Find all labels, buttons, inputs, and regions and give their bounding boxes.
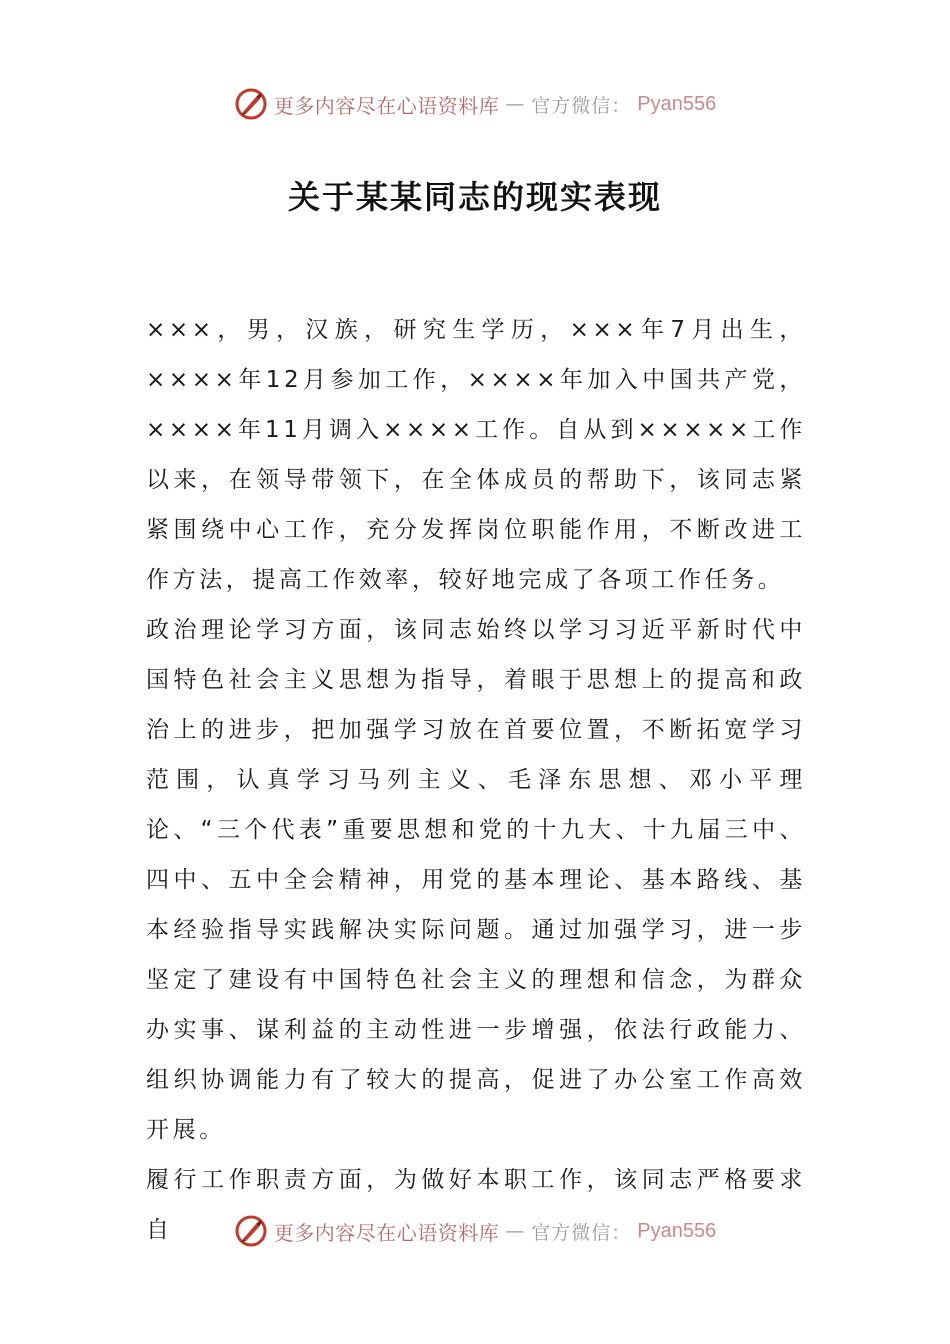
document-title: 关于某某同志的现实表现 bbox=[287, 178, 662, 216]
pen-logo-icon bbox=[234, 87, 268, 121]
paragraph-intro: ×××，男，汉族，研究生学历，×××年7月出生，××××年12月参加工作，××××年加入中国共产党，××××年11月调入××××工作。自从到×××××工作以来，在领导带领下，在全体成员的帮助下，该同志紧紧围绕中心工作，充分发挥岗位职能作用，不断改进工作方法，提高工作效率，较好地完成了各项工作任务。 bbox=[146, 317, 806, 593]
footer-separator: — bbox=[505, 1220, 526, 1242]
header-separator: — bbox=[505, 93, 526, 115]
footer-wechat-label: 官方微信： bbox=[531, 1221, 632, 1244]
header-brand-text: 更多内容尽在心语资料库 bbox=[273, 93, 500, 118]
footer-banner bbox=[0, 1211, 950, 1251]
header-banner bbox=[0, 84, 950, 124]
paragraph-political-study: 政治理论学习方面，该同志始终以学习习近平新时代中国特色社会主义思想为指导，着眼于思想上的提高和政治上的进步，把加强学习放在首要位置，不断拓宽学习范围，认真学习马列主义、毛泽东思想、邓小平理论、“三个代表”重要思想和党的十九大、十九届三中、四中、五中全会精神，用党的基本理论、基本路线、基本经验指导实践解决实际问题。通过加强学习，进一步坚定了建设有中国特色社会主义的理想和信念，为群众办实事、谋利益的主动性进一步增强，依法行政能力、组织协调能力有了较大的提高，促进了办公室工作高效开展。 bbox=[146, 617, 806, 1143]
pen-logo-icon bbox=[234, 1214, 268, 1248]
header-wechat-label: 官方微信： bbox=[531, 94, 632, 117]
paragraph-duties: 履行工作职责方面，为做好本职工作，该同志严格要求自 bbox=[146, 1167, 806, 1243]
footer-wechat-id: Pyan556 bbox=[637, 1219, 717, 1242]
header-wechat-id: Pyan556 bbox=[637, 92, 717, 115]
footer-brand-text: 更多内容尽在心语资料库 bbox=[273, 1220, 500, 1245]
